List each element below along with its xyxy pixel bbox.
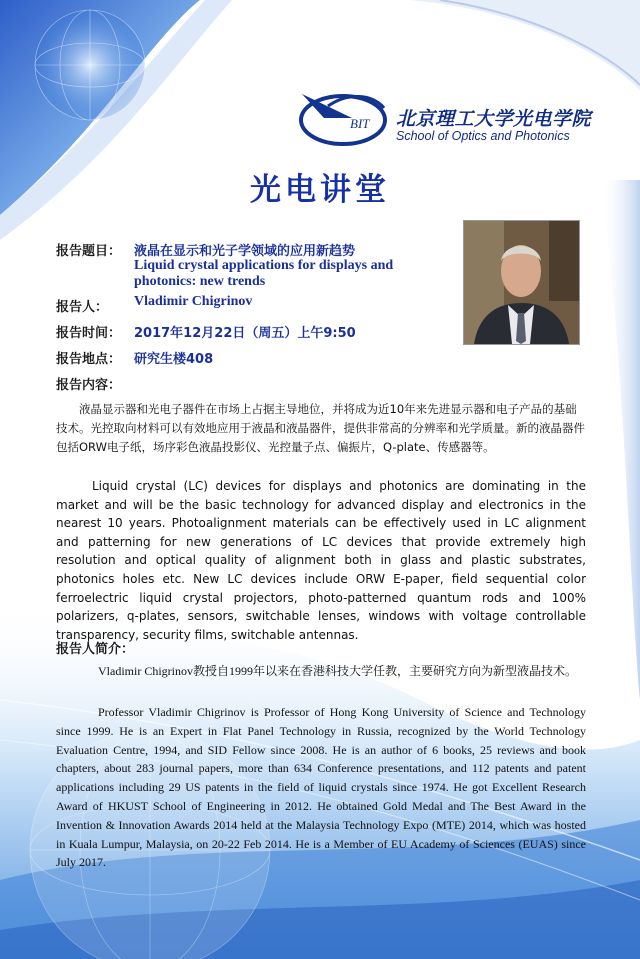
- speaker-label: 报告人：: [56, 300, 109, 315]
- bio-en: Professor Vladimir Chigrinov is Professor of Hong Kong University of Science and Technology since 1999. He is an Expert in Flat Panel Technology in Russia, recognized by the World Technology Evaluation Centre, 1994, and SID Fellow since 2008. He is an author of 6 books, 25 reviews and book chapters, about 283 journal papers, more than 634 Conference presentations, and 112 patents and patent applications including 29 US patents in the field of liquid crystals since 1974. He got Excellent Research Award of HKUST School of Engineering in 2012. He obtained Gold Medal and The Best Award in the Invention & Innovation Awards 2014 held at the Malaysia Technology Expo (MTE) 2014, which was hosted in Kuala Lumpur, Malaysia, on 20-22 Feb 2014. He is a Member of EU Academy of Sciences (EUAS) since July 2017.: [56, 705, 586, 870]
- place-label: 报告地点：: [56, 352, 122, 367]
- topic-en-line2: photonics: new trends: [134, 274, 266, 289]
- speaker-name: Vladimir Chigrinov: [134, 294, 253, 309]
- bio-cn: Vladimir Chigrinov教授自1999年以来在香港科技大学任教，主要研究方向为新型液晶技术。: [98, 664, 577, 678]
- abstract-en: Liquid crystal (LC) devices for displays and photonics are dominating in the market and will be the basic technology for advanced display and electronics in the nearest 10 years. Photoalignment materials can be effectively used in LC alignment and patterning for new generations of LC devices that provide extremely high resolution and optical quality of alignment both in glass and plastic substrates, photonics holes etc. New LC devices include ORW E-paper, field sequential color ferroelectric liquid crystal projectors, photo-patterned quantum rods and 100% polarizers, q-plates, sensors, switchable lenses, windows with voltage controllable transparency, security films, switchable antennas.: [56, 479, 586, 642]
- content-label: 报告内容：: [56, 378, 122, 393]
- topic-en-line1: Liquid crystal applications for displays and: [134, 258, 394, 273]
- school-name-en: School of Optics and Photonics: [396, 129, 570, 143]
- page-title: 光电讲堂: [250, 172, 390, 208]
- bit-logo: [298, 88, 388, 148]
- speaker-photo: [463, 220, 580, 345]
- abstract-cn: 液晶显示器和光电子器件在市场上占据主导地位，并将成为近10年来先进显示器和电子产品的基础技术。光控取向材料可以有效地应用于液晶和液晶器件，提供非常高的分辨率和光学质量。新的液晶器件包括ORW电子纸，场序彩色液晶投影仪、光控量子点、偏振片，Q-plate、传感器等。: [56, 402, 585, 454]
- lecture-time: 2017年12月22日（周五）上午9:50: [134, 326, 356, 341]
- topic-cn: 液晶在显示和光子学领域的应用新趋势: [134, 244, 356, 259]
- lecture-place: 研究生楼408: [134, 352, 214, 367]
- svg-text:BIT: BIT: [350, 116, 370, 131]
- bio-label: 报告人简介：: [56, 642, 135, 657]
- time-label: 报告时间：: [56, 326, 122, 341]
- school-name-cn: 北京理工大学光电学院: [396, 108, 592, 130]
- topic-label: 报告题目：: [56, 244, 122, 259]
